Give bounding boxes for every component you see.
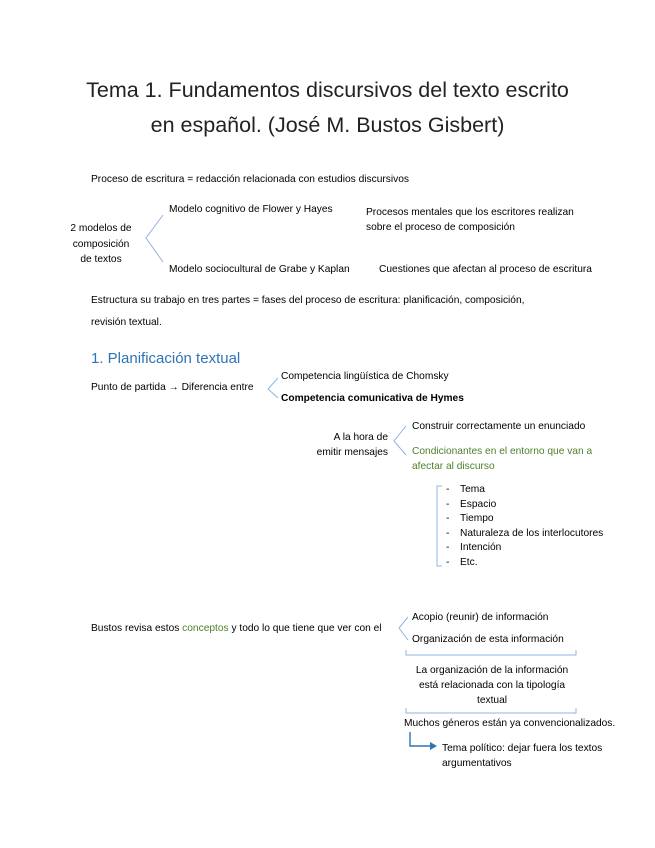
chomsky-competence: Competencia lingüística de Chomsky bbox=[281, 371, 449, 382]
page-title-line-1: Tema 1. Fundamentos discursivos del texto escrito bbox=[86, 78, 569, 102]
cognitive-description-line: sobre el proceso de composición bbox=[366, 221, 515, 233]
list-item: - Tiempo bbox=[446, 512, 603, 527]
list-item: - Tema bbox=[446, 483, 603, 498]
models-label-line: de textos bbox=[80, 254, 122, 265]
list-item: - Intención bbox=[446, 541, 603, 556]
generos-note: Muchos géneros están ya convencionalizados. bbox=[404, 718, 616, 729]
tipologia-line: está relacionada con la tipología bbox=[418, 680, 566, 691]
bustos-prefix: Bustos revisa estos bbox=[91, 623, 183, 634]
cognitive-model: Modelo cognitivo de Flower y Hayes bbox=[169, 204, 333, 215]
models-label-line: composición bbox=[72, 238, 130, 250]
tipologia-bracket-bottom bbox=[406, 708, 576, 713]
emit-brace bbox=[394, 426, 406, 455]
starting-point: Punto de partida → Diferencia entre bbox=[91, 382, 254, 393]
sociocultural-model: Modelo sociocultural de Grabe y Kaplan bbox=[169, 264, 350, 275]
acopio-item: Acopio (reunir) de información bbox=[412, 612, 549, 623]
competence-brace bbox=[268, 378, 278, 398]
conditions-line: afectar al discurso bbox=[412, 460, 495, 472]
factor-bracket bbox=[437, 486, 442, 566]
sociocultural-description: Cuestiones que afectan al proceso de escritura bbox=[379, 264, 592, 275]
structure-line-2: revisión textual. bbox=[91, 317, 162, 328]
intro-text: Proceso de escritura = redacción relacionada con estudios discursivos bbox=[91, 174, 409, 185]
politico-line: argumentativos bbox=[442, 758, 512, 769]
acopio-brace bbox=[399, 617, 408, 640]
bustos-highlight: conceptos bbox=[182, 623, 229, 634]
hymes-competence: Competencia comunicativa de Hymes bbox=[281, 393, 464, 404]
tipologia-line: textual bbox=[476, 695, 507, 706]
list-item: - Espacio bbox=[446, 498, 603, 513]
conditions-line: Condicionantes en el entorno que van a bbox=[412, 446, 593, 457]
section-heading: 1. Planificación textual bbox=[91, 350, 241, 367]
bustos-suffix: y todo lo que tiene que ver con el bbox=[228, 623, 382, 634]
tipologia-line: La organización de la información bbox=[415, 665, 569, 676]
construct-statement: Construir correctamente un enunciado bbox=[412, 421, 586, 432]
politico-arrow-line bbox=[410, 732, 432, 746]
list-item: - Naturaleza de los interlocutores bbox=[446, 527, 603, 542]
politico-line: Tema político: dejar fuera los textos bbox=[442, 743, 603, 754]
models-label-line: 2 modelos de bbox=[70, 223, 132, 234]
page-title-line-2: en español. (José M. Bustos Gisbert) bbox=[150, 113, 505, 137]
organizacion-item: Organización de esta información bbox=[412, 634, 564, 645]
politico-arrow-head bbox=[430, 742, 437, 750]
emit-label-line: emitir mensajes bbox=[316, 447, 388, 458]
structure-line-1: Estructura su trabajo en tres partes = fases del proceso de escritura: planificación, composición, bbox=[91, 295, 525, 306]
list-item: - Etc. bbox=[446, 556, 603, 571]
models-brace bbox=[146, 215, 163, 262]
emit-label-line: A la hora de bbox=[333, 432, 388, 443]
tipologia-bracket-top bbox=[406, 650, 576, 655]
cognitive-description-line: Procesos mentales que los escritores realizan bbox=[366, 207, 574, 218]
